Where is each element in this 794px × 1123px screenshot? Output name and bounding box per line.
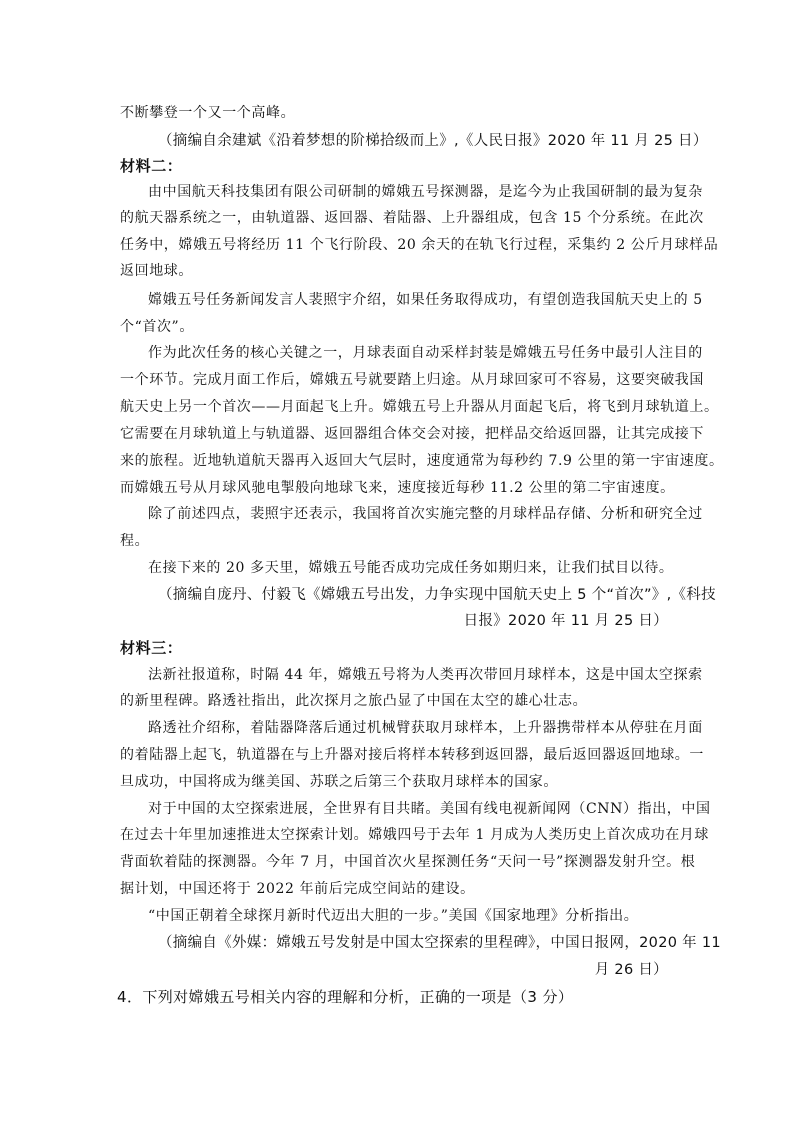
- paragraph-line: 程。: [120, 533, 150, 549]
- source-citation-3: （摘编自《外媒：嫦娥五号发射是中国太空探索的里程碑》，中国日报网，2020 年 11: [158, 935, 721, 951]
- paragraph-line: 一个环节。完成月面工作后，嫦娥五号就要踏上归途。从月球回家可不容易，这要突破我国: [120, 372, 704, 388]
- source-citation-2-end: 日报》2020 年 11 月 25 日）: [463, 613, 668, 629]
- source-citation-2: （摘编自庞丹、付毅飞《嫦娥五号出发，力争实现中国航天史上 5 个“首次”》,《科技: [158, 587, 716, 603]
- paragraph-line: 旦成功，中国将成为继美国、苏联之后第三个获取月球样本的国家。: [120, 774, 558, 790]
- source-citation-1: （摘编自余建斌《沿着梦想的阶梯拾级而上》,《人民日报》2020 年 11 月 25 日）: [158, 133, 708, 149]
- paragraph-line: 航天史上另一个首次——月面起飞上升。嫦娥五号上升器从月面起飞后，将飞到月球轨道上。: [120, 399, 719, 415]
- material-two-heading: 材料二：: [120, 157, 183, 175]
- paragraph-line: 路透社介绍称，着陆器降落后通过机械臂获取月球样本，上升器携带样本从停驻在月面: [148, 720, 703, 736]
- source-citation-3-end: 月 26 日）: [594, 962, 668, 978]
- paragraph-line: 的新里程碑。路透社指出，此次探月之旅凸显了中国在太空的雄心壮志。: [120, 693, 588, 709]
- paragraph-line: 据计划，中国还将于 2022 年前后完成空间站的建设。: [120, 881, 475, 897]
- paragraph-line: 个“首次”。: [120, 319, 194, 335]
- paragraph-line: 任务中，嫦娥五号将经历 11 个飞行阶段、20 余天的在轨飞行过程，采集约 2 公斤月球样品: [120, 237, 719, 253]
- paragraph-line: 背面软着陆的探测器。今年 7 月，中国首次火星探测任务“天问一号”探测器发射升空。根: [120, 854, 696, 870]
- paragraph-line: 它需要在月球轨道上与轨道器、返回器组合体交会对接，把样品交给返回器，让其完成接下: [120, 426, 704, 442]
- paragraph-line: 在接下来的 20 多天里，嫦娥五号能否成功完成任务如期归来，让我们拭目以待。: [148, 560, 674, 576]
- paragraph-line: 返回地球。: [120, 263, 193, 279]
- paragraph-line: 的着陆器上起飞，轨道器在与上升器对接后将样本转移到返回器，最后返回器返回地球。一: [120, 747, 704, 763]
- paragraph-line: 除了前述四点，裴照宇还表示，我国将首次实施完整的月球样品存储、分析和研究全过: [148, 506, 703, 522]
- top-line: 不断攀登一个又一个高峰。: [120, 105, 296, 121]
- question-4: 4．下列对嫦娥五号相关内容的理解和分析，正确的一项是（3 分）: [117, 988, 574, 1006]
- paragraph-line: 嫦娥五号任务新闻发言人裴照宇介绍，如果任务取得成功，有望创造我国航天史上的 5: [148, 292, 703, 308]
- paragraph-line: 法新社报道称，时隔 44 年，嫦娥五号将为人类再次带回月球样本，这是中国太空探索: [148, 667, 703, 683]
- paragraph-line: 作为此次任务的核心关键之一，月球表面自动采样封装是嫦娥五号任务中最引人注目的: [148, 345, 703, 361]
- paragraph-line: 由中国航天科技集团有限公司研制的嫦娥五号探测器，是迄今为止我国研制的最为复杂: [148, 184, 703, 200]
- material-three-heading: 材料三：: [120, 639, 183, 657]
- paragraph-line: 而嫦娥五号从月球风驰电掣般向地球飞来，速度接近每秒 11.2 公里的第二宇宙速度。: [120, 480, 675, 496]
- paragraph-line: “中国正朝着全球探月新时代迈出大胆的一步。”美国《国家地理》分析指出。: [148, 908, 639, 924]
- paragraph-line: 的航天器系统之一，由轨道器、返回器、着陆器、上升器组成，包含 15 个分系统。在此次: [120, 210, 704, 226]
- paragraph-line: 来的旅程。近地轨道航天器再入返回大气层时，速度通常为每秒约 7.9 公里的第一宇宙速度。: [120, 453, 724, 469]
- paragraph-line: 在过去十年里加速推进太空探索计划。嫦娥四号于去年 1 月成为人类历史上首次成功在月球: [120, 827, 710, 843]
- paragraph-line: 对于中国的太空探索进展，全世界有目共睹。美国有线电视新闻网（CNN）指出，中国: [148, 801, 711, 817]
